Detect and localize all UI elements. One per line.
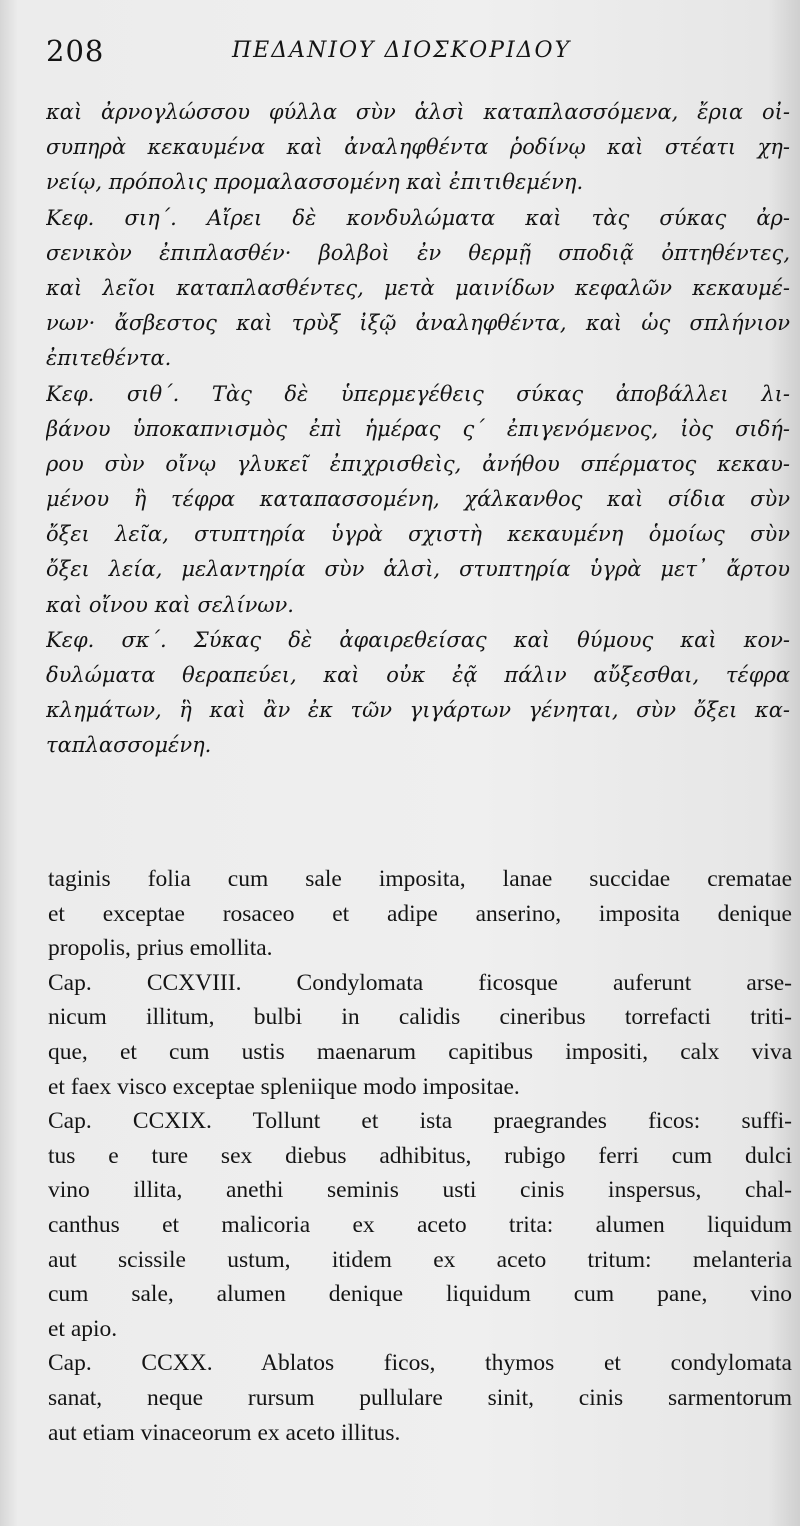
latin-text-line: propolis, prius emollita. xyxy=(48,935,273,962)
latin-chapter-heading-line: Cap. CCXVIII. Condylomata ficosque auferunt arse- xyxy=(48,969,792,996)
latin-text-line: aut scissile ustum, itidem ex aceto tritum: melanteria xyxy=(48,1246,792,1273)
greek-text-line: κλημάτων, ἣ καὶ ἂν ἐκ τῶν γιγάρτων γένηται, σὺν ὄξει κα- xyxy=(46,698,790,723)
latin-text-line: et exceptae rosaceo et adipe anserino, imposita denique xyxy=(48,900,792,927)
latin-text-line: tus e ture sex diebus adhibitus, rubigo ferri cum dulci xyxy=(48,1142,792,1169)
greek-chapter-heading-line: Κεφ. σιη΄. Αἴρει δὲ κονδυλώματα καὶ τὰς σύκας ἀρ- xyxy=(46,205,790,230)
latin-text-line: et faex visco exceptae spleniique modo impositae. xyxy=(48,1073,520,1100)
greek-text-line: μένου ἢ τέφρα καταπασσομένη, χάλκανθος καὶ σίδια σὺν xyxy=(46,487,790,512)
latin-text-line: taginis folia cum sale imposita, lanae succidae crematae xyxy=(48,866,792,892)
greek-text-line: δυλώματα θεραπεύει, καὶ οὐκ ἐᾷ πάλιν αὔξεσθαι, τέφρα xyxy=(46,663,790,687)
latin-text-line: et apio. xyxy=(48,1315,118,1342)
greek-text-line: ὄξει λεῖα, στυπτηρία ὑγρὰ σχιστὴ κεκαυμένη ὁμοίως σὺν xyxy=(46,522,790,547)
latin-text-line: canthus et malicoria ex aceto trita: alumen liquidum xyxy=(48,1211,792,1238)
greek-text-line: νείῳ, πρόπολις προμαλασσομένη καὶ ἐπιτιθεμένη. xyxy=(46,170,584,195)
greek-text-line: καὶ οἴνου καὶ σελίνων. xyxy=(46,592,294,617)
greek-chapter-heading-line: Κεφ. σκ΄. Σύκας δὲ ἀφαιρεθείσας καὶ θύμους καὶ κον- xyxy=(46,627,790,652)
latin-text-line: cum sale, alumen denique liquidum cum pane, vino xyxy=(48,1281,792,1308)
greek-text-line: νων· ἄσβεστος καὶ τρὺξ ἰξῷ ἀναληφθέντα, καὶ ὡς σπλήνιον xyxy=(46,311,790,336)
latin-text-line: nicum illitum, bulbi in calidis cineribus torrefacti triti- xyxy=(48,1004,792,1031)
latin-chapter-heading-line: Cap. CCXIX. Tollunt et ista praegrandes ficos: suffi- xyxy=(48,1108,792,1135)
latin-text-block xyxy=(48,862,792,1450)
greek-text-block xyxy=(46,95,790,764)
greek-text-line: βάνου ὑποκαπνισμὸς ἐπὶ ἡμέρας ς΄ ἐπιγενόμενος, ἰὸς σιδή- xyxy=(46,416,790,441)
latin-text-line: que, et cum ustis maenarum capitibus impositi, calx viva xyxy=(48,1038,792,1065)
greek-text-line: συπηρὰ κεκαυμένα καὶ ἀναληφθέντα ῥοδίνῳ καὶ στέατι χη- xyxy=(46,135,790,160)
greek-text-line: σενικὸν ἐπιπλασθέν· βολβοὶ ἐν θερμῇ σποδιᾷ ὀπτηθέντες, xyxy=(46,240,790,265)
latin-text-line: vino illita, anethi seminis usti cinis inspersus, chal- xyxy=(48,1177,792,1204)
greek-text-line: ρου σὺν οἴνῳ γλυκεῖ ἐπιχρισθεὶς, ἀνήθου σπέρματος κεκαυ- xyxy=(46,451,790,476)
page-number: 208 xyxy=(46,34,105,68)
greek-text-line: ὄξει λεία, μελαντηρία σὺν ἁλσὶ, στυπτηρία ὑγρὰ μετ᾽ ἄρτου xyxy=(46,557,790,582)
running-title: ΠΕΔΑΝΙΟΥ ΔΙΟΣΚΟΡΙΔΟΥ xyxy=(232,38,572,63)
greek-text-line: ἐπιτεθέντα. xyxy=(46,346,172,371)
latin-chapter-heading-line: Cap. CCXX. Ablatos ficos, thymos et condylomata xyxy=(48,1350,792,1377)
greek-text-line: ταπλασσομένη. xyxy=(46,733,212,758)
latin-text-line: aut etiam vinaceorum ex aceto illitus. xyxy=(48,1419,401,1446)
greek-text-line: καὶ ἀρνογλώσσου φύλλα σὺν ἁλσὶ καταπλασσόμενα, ἔρια οἰ- xyxy=(46,100,790,124)
latin-text-line: sanat, neque rursum pullulare sinit, cinis sarmentorum xyxy=(48,1384,792,1411)
greek-text-line: καὶ λεῖοι καταπλασθέντες, μετὰ μαινίδων κεφαλῶν κεκαυμέ- xyxy=(46,275,790,300)
running-head xyxy=(46,34,770,84)
greek-chapter-heading-line: Κεφ. σιθ΄. Τὰς δὲ ὑπερμεγέθεις σύκας ἀποβάλλει λι- xyxy=(46,381,790,406)
